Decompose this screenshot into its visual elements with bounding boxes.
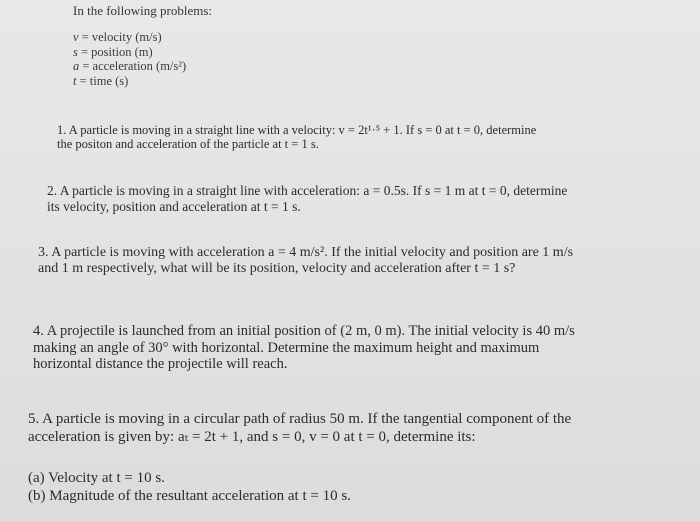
problem-5-part-a: (a) Velocity at t = 10 s. [28,470,165,486]
page-heading: In the following problems: [73,3,213,18]
definition-symbol: v [73,30,79,44]
problem-1-line-1: 1. A particle is moving in a straight line with a velocity: v = 2t¹·⁵ + 1. If s = 0 at t = 0, determine [57,123,537,137]
problem-5-line-1: 5. A particle is moving in a circular path of radius 50 m. If the tangential component of the [28,411,572,427]
definition-time [73,74,186,89]
definition-text: = time (s) [76,73,129,88]
definition-text: = position (m) [77,44,153,59]
definition-text: = velocity (m/s) [78,30,162,44]
problem-2-line-2: its velocity, position and acceleration at t = 1 s. [47,198,301,214]
definition-position [73,45,186,60]
problem-3 [38,245,573,277]
problem-4-line-1: 4. A projectile is launched from an initial position of (2 m, 0 m). The initial velocity is 40 m/s [33,323,575,339]
problem-3-line-2: and 1 m respectively, what will be its position, velocity and acceleration after t = 1 s? [38,261,516,276]
definition-symbol: t [73,73,77,88]
problem-4-line-3: horizontal distance the projectile will reach. [33,356,288,372]
problem-5-part-b: (b) Magnitude of the resultant acceleration at t = 10 s. [28,488,351,504]
problem-2 [47,183,567,214]
variable-definitions [73,30,186,88]
problem-1-line-2: the positon and acceleration of the particle at t = 1 s. [57,137,319,151]
problem-3-line-1: 3. A particle is moving with acceleration a = 4 m/s². If the initial velocity and position are 1 m/s [38,245,574,260]
problem-4 [33,323,575,373]
problem-4-line-2: making an angle of 30° with horizontal. Determine the maximum height and maximum [33,339,540,356]
definition-symbol: s [73,44,78,59]
definition-symbol: a [73,59,80,74]
definition-velocity [73,30,186,45]
definition-acceleration [73,59,186,74]
problem-5-line-2: acceleration is given by: aₜ = 2t + 1, and s = 0, v = 0 at t = 0, determine its: [28,428,476,445]
problem-5 [28,411,571,446]
problem-2-line-1: 2. A particle is moving in a straight line with acceleration: a = 0.5s. If s = 1 m at t = 0, determine [47,183,568,198]
problem-1 [57,123,536,151]
definition-text: = acceleration (m/s²) [79,59,187,74]
